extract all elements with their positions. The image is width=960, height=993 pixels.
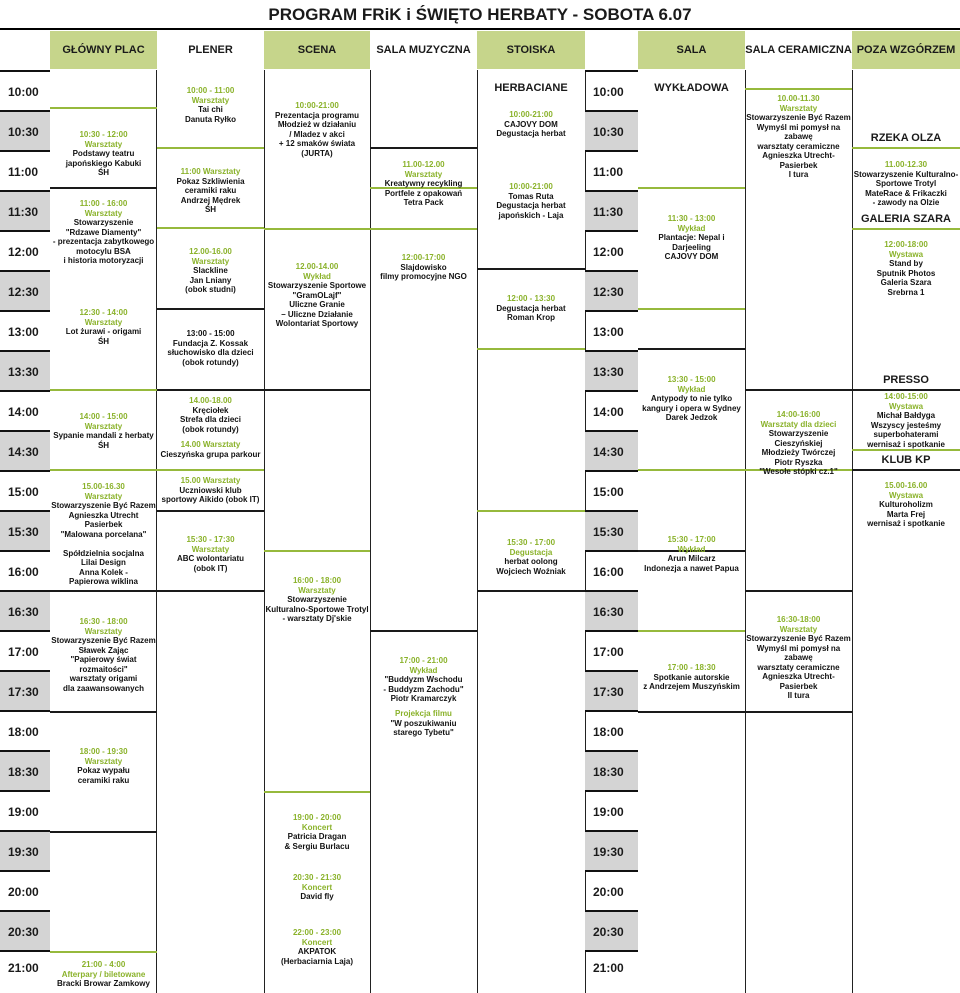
event-separator [638, 630, 745, 632]
event-block [638, 375, 745, 423]
event-description: Tomas Ruta Degustacja herbat japońskich - Laja [496, 191, 566, 220]
event-time: 14.00-18.00 [189, 396, 232, 405]
event-time: 12:00-18:00 Wystawa [884, 240, 928, 259]
time-label: 12:30 [0, 270, 50, 310]
column-header-sala-wykladowa: SALA WYKŁADOWA [638, 31, 745, 69]
event-description: Sypanie mandali z herbaty ŚH [53, 431, 154, 450]
event-description: Lot żurawi - origami ŚH [65, 327, 142, 346]
time-label: 19:30 [585, 830, 638, 870]
event-separator [264, 550, 370, 552]
event-description: Michał Bałdyga Wszyscy jesteśmy superbohaterami wernisaż i spotkanie [867, 411, 945, 449]
event-separator [370, 630, 477, 632]
event-separator [852, 449, 960, 451]
time-label: 17:30 [585, 670, 638, 710]
event-time: 11.00-12.30 [884, 160, 928, 169]
event-description: Spotkanie autorskie z Andrzejem Muszyńskim [643, 672, 740, 691]
event-description: Stowarzyszenie Cieszyńskiej Młodzieży Twórczej Piotr Ryszka "Wesołe stópki cz.1" [759, 429, 838, 476]
event-description: Antypody to nie tylko kangury i opera w Sydney Darek Jedzok [642, 394, 741, 422]
column-header-sala-ceramiczna: SALA CERAMICZNA [745, 44, 852, 56]
location-heading: GALERIA SZARA [860, 213, 952, 225]
event-separator [745, 711, 852, 713]
event-description: Slackline Jan Lniany (obok studni) [185, 266, 236, 294]
event-description: Uczniowski klub sportowy Aikido (obok IT) [161, 485, 260, 504]
column-divider [852, 70, 853, 993]
column-header-stoiska-herbaciane: STOISKA HERBACIANE [477, 31, 585, 69]
time-label: 13:00 [0, 310, 50, 350]
event-time: Projekcja filmu [395, 709, 452, 718]
event-time: 15.00 Warsztaty [180, 476, 241, 485]
event-description: AKPATOK (Herbaciarnia Laja) [280, 947, 354, 966]
event-time: 10:00-21:00 [509, 182, 553, 191]
event-separator [852, 469, 960, 471]
event-description: Stowarzyszenie Sportowe "GramOLajf" Uliczne Granie – Uliczne Działanie Wolontariat Sportowy [267, 281, 367, 328]
event-block [477, 182, 585, 220]
time-label: 12:30 [585, 270, 638, 310]
time-label: 11:30 [0, 190, 50, 230]
event-time: 15:30 - 17:00 Degustacja [506, 538, 556, 557]
event-block [370, 160, 477, 208]
event-separator [264, 389, 370, 391]
event-block [745, 410, 852, 477]
event-block [264, 576, 370, 624]
event-separator [157, 308, 264, 310]
event-time: 10.00-11.30 Warsztaty [777, 94, 820, 113]
event-description: David fly [300, 892, 334, 901]
event-time: 14:00-15:00 Wystawa [884, 392, 928, 411]
event-separator [477, 510, 585, 512]
time-label: 18:00 [0, 710, 50, 750]
time-label: 14:30 [585, 430, 638, 470]
event-description: Stowarzyszenie Być Razem Agnieszka Utrecht Pasierbek "Malowana porcelana" Spółdzielnia socjalna Lilai Design Anna Kolek - Papierowa wiklina [51, 501, 156, 586]
event-time: 11:30 - 13:00 Wykład [667, 214, 716, 233]
event-block [50, 308, 157, 346]
event-block [50, 960, 157, 989]
time-label: 11:00 [585, 150, 638, 190]
time-label: 16:30 [0, 590, 50, 630]
event-time: 14:00 - 15:00 Warsztaty [79, 412, 128, 431]
event-block [745, 94, 852, 180]
time-label: 15:00 [585, 470, 638, 510]
event-block [157, 476, 264, 505]
event-separator [50, 469, 157, 471]
event-time: 13:30 - 15:00 Wykład [667, 375, 716, 394]
event-block [745, 615, 852, 701]
event-description: Stowarzyszenie "Rdzawe Diamenty" - prezentacja zabytkowego motocylu BSA i historia motoryzacji [52, 218, 155, 265]
event-description: Podstawy teatru japońskiego Kabuki ŚH [65, 149, 142, 177]
time-label: 16:00 [0, 550, 50, 590]
time-label: 19:00 [0, 790, 50, 830]
time-label: 12:00 [585, 230, 638, 270]
event-separator [638, 308, 745, 310]
event-separator [477, 268, 585, 270]
time-label: 10:30 [585, 110, 638, 150]
event-separator [157, 510, 264, 512]
event-time: 10:30 - 12:00 Warsztaty [79, 130, 128, 149]
time-label: 20:30 [0, 910, 50, 950]
event-time: 15:30 - 17:00 Wykład [667, 535, 716, 554]
event-description: Kulturoholizm Marta Frej wernisaż i spotkanie [867, 500, 945, 528]
event-description: Stowarzyszenie Kulturalno-Sportowe Trotyl - warsztaty Dj'skie [265, 595, 369, 623]
event-block [370, 709, 477, 738]
event-separator [370, 147, 477, 149]
event-separator [370, 228, 477, 230]
event-separator [477, 348, 585, 350]
event-time: 15:30 - 17:30 Warsztaty [186, 535, 235, 554]
page-title: PROGRAM FRiK i ŚWIĘTO HERBATY - SOBOTA 6.07 [0, 0, 960, 30]
event-description: Kręciołek Strefa dla dzieci (obok rotundy) [180, 405, 241, 434]
location-heading: KLUB KP [881, 454, 931, 466]
event-block [157, 396, 264, 434]
event-separator [157, 590, 264, 592]
event-block [852, 392, 960, 449]
event-description: Bracki Browar Zamkowy [57, 979, 150, 988]
time-label: 10:00 [0, 70, 50, 110]
time-label: 20:30 [585, 910, 638, 950]
time-label: 16:00 [585, 550, 638, 590]
event-time: 16:00 - 18:00 Warsztaty [292, 576, 342, 595]
event-block [852, 481, 960, 529]
event-block [264, 101, 370, 158]
event-description: Plantacje: Nepal i Darjeeling CAJOVY DOM [658, 233, 725, 261]
event-time: 12:00 - 13:30 [506, 294, 556, 303]
location-heading: PRESSO [883, 374, 929, 386]
event-description: Pokaz Szkliwienia ceramiki raku Andrzej Mędrek ŚH [176, 176, 245, 214]
event-block [157, 535, 264, 573]
time-label: 12:00 [0, 230, 50, 270]
time-label: 19:00 [585, 790, 638, 830]
event-time: 15.00-16.00 Wystawa [884, 481, 928, 500]
event-description: Slajdowisko filmy promocyjne NGO [380, 262, 467, 281]
event-time: 16:30-18:00 Warsztaty [776, 615, 821, 634]
event-description: 13:00 - 15:00 Fundacja Z. Kossak słuchowisko dla dzieci (obok rotundy) [167, 329, 254, 367]
event-time: 16:30 - 18:00 Warsztaty [79, 617, 128, 636]
column-header-scena: SCENA [264, 31, 370, 69]
event-time: 10:00-21:00 [295, 101, 339, 110]
event-block [50, 617, 157, 693]
event-time: 12:00-17:00 [401, 253, 446, 262]
event-separator [264, 228, 370, 230]
event-separator [477, 590, 585, 592]
time-label: 17:00 [0, 630, 50, 670]
event-description: "Buddyzm Wschodu - Buddyzm Zachodu" Piotr Kramarczyk [383, 675, 464, 703]
event-description: Pokaz wypału ceramiki raku [77, 766, 130, 785]
event-block [477, 538, 585, 576]
event-time: 15.00-16.30 Warsztaty [82, 482, 125, 501]
time-label: 15:30 [0, 510, 50, 550]
event-description: Stand by Sputnik Photos Galeria Szara Srebrna 1 [876, 259, 936, 297]
column-header-sala-muzyczna: SALA MUZYCZNA [376, 44, 471, 56]
event-separator [852, 147, 960, 149]
time-column-left [0, 70, 50, 982]
time-label: 21:00 [585, 950, 638, 982]
event-description: Stowarzyszenie Być Razem Sławek Zając "Papierowy świat rozmaitości" warsztaty origami dla zaawansowanych [51, 636, 156, 693]
event-block [157, 86, 264, 124]
time-label: 15:30 [585, 510, 638, 550]
event-block [264, 262, 370, 329]
time-column-right [585, 70, 638, 982]
event-time: 14:00-16:00 Warsztaty dla dzieci [760, 410, 837, 429]
time-label: 19:30 [0, 830, 50, 870]
time-label: 18:30 [0, 750, 50, 790]
time-label: 16:30 [585, 590, 638, 630]
event-separator [745, 590, 852, 592]
time-label: 11:30 [585, 190, 638, 230]
event-separator [852, 389, 960, 391]
time-label: 13:30 [585, 350, 638, 390]
time-label: 14:00 [0, 390, 50, 430]
column-header-glowny-plac: GŁÓWNY PLAC [50, 31, 157, 69]
event-time: 21:00 - 4:00 Afterpary / biletowane [61, 960, 146, 979]
event-block [50, 199, 157, 266]
event-block [50, 130, 157, 178]
event-block [477, 110, 585, 139]
event-description: CAJOVY DOM Degustacja herbat [496, 119, 566, 138]
event-separator [157, 389, 264, 391]
event-description: Stowarzyszenie Kulturalno- Sportowe Trotyl MateRace & Frikaczki - zawody na Olzie [853, 169, 959, 207]
event-block [852, 160, 960, 208]
time-label: 17:30 [0, 670, 50, 710]
column-header-poza-wzgorzem: POZA WZGÓRZEM [852, 31, 960, 69]
time-label: 11:00 [0, 150, 50, 190]
event-block [264, 928, 370, 966]
event-description: Stowarzyszenie Być Razem Wymyśl mi pomysł na zabawę warsztaty ceramiczne Agnieszka Utrecht-Pasierbek II tura [746, 634, 851, 700]
event-separator [638, 187, 745, 189]
event-time: 20:30 - 21:30 Koncert [292, 873, 342, 892]
event-time: 17:00 - 18:30 [667, 663, 716, 672]
time-label: 10:30 [0, 110, 50, 150]
event-block [370, 253, 477, 282]
event-description: "W poszukiwaniu starego Tybetu" [390, 718, 457, 737]
event-time: 12.00-16.00 Warsztaty [189, 247, 232, 266]
event-time: 11.00-12.00 Warsztaty [402, 160, 445, 179]
event-separator [157, 227, 264, 229]
event-block [264, 873, 370, 902]
event-description: Arun Milcarz Indonezja a nawet Papua [644, 554, 739, 573]
event-separator [50, 107, 157, 109]
event-time: 12.00-14.00 Wykład [295, 262, 339, 281]
event-separator [852, 228, 960, 230]
event-description: Degustacja herbat Roman Krop [496, 303, 566, 322]
event-separator [50, 389, 157, 391]
event-block [157, 329, 264, 367]
event-separator [745, 389, 852, 391]
event-block [638, 214, 745, 262]
event-separator [638, 469, 745, 471]
location-heading: RZEKA OLZA [870, 132, 942, 144]
event-separator [50, 590, 157, 592]
event-description: ABC wolontariatu (obok IT) [176, 554, 245, 573]
time-label: 15:00 [0, 470, 50, 510]
column-header-plener: PLENER [188, 44, 233, 56]
event-description: Cieszyńska grupa parkour [160, 449, 261, 459]
event-description: Patricia Dragan & Sergiu Burlacu [284, 832, 350, 851]
event-block [264, 813, 370, 851]
time-label: 14:30 [0, 430, 50, 470]
event-description: herbat oolong Wojciech Woźniak [496, 557, 566, 576]
event-block [477, 294, 585, 323]
event-separator [157, 469, 264, 471]
event-separator [50, 951, 157, 953]
time-label: 20:00 [0, 870, 50, 910]
column-divider [745, 70, 746, 993]
column-divider [264, 70, 265, 993]
event-description: Kreatywny recykling Portfele z opakowań Tetra Pack [384, 179, 463, 207]
event-separator [264, 791, 370, 793]
event-block [157, 167, 264, 215]
event-block [638, 663, 745, 692]
event-time: 18:00 - 19:30 Warsztaty [79, 747, 128, 766]
event-separator [638, 711, 745, 713]
event-time: 19:00 - 20:00 Koncert [292, 813, 342, 832]
event-time: 17:00 - 21:00 Wykład [399, 656, 448, 675]
event-description: Tai chi Danuta Ryłko [184, 105, 237, 124]
time-label: 21:00 [0, 950, 50, 982]
event-time: 10:00 - 11:00 Warsztaty [186, 86, 235, 105]
event-time: 14.00 Warsztaty [180, 440, 241, 449]
event-block [50, 482, 157, 587]
event-separator [638, 348, 745, 350]
time-label: 13:00 [585, 310, 638, 350]
event-description: Stowarzyszenie Być Razem Wymyśl mi pomysł na zabawę warsztaty ceramiczne Agnieszka Utrecht-Pasierbek I tura [746, 113, 851, 179]
event-block [852, 240, 960, 297]
event-block [157, 247, 264, 295]
time-label: 14:00 [585, 390, 638, 430]
time-label: 13:30 [0, 350, 50, 390]
event-description: Prezentacja programu Młodzież w działaniu / Mladez v akci + 12 smaków świata (JURTA) [274, 110, 360, 158]
event-block [50, 747, 157, 785]
event-block [370, 656, 477, 704]
time-label: 17:00 [585, 630, 638, 670]
time-label: 18:30 [585, 750, 638, 790]
event-separator [50, 831, 157, 833]
event-separator [50, 187, 157, 189]
event-block [50, 412, 157, 450]
event-separator [157, 147, 264, 149]
column-divider [370, 70, 371, 993]
time-label: 20:00 [585, 870, 638, 910]
event-time: 11:00 - 16:00 Warsztaty [79, 199, 128, 218]
event-time: 11:00 Warsztaty [180, 167, 241, 176]
time-label: 10:00 [585, 70, 638, 110]
event-time: 10:00-21:00 [509, 110, 553, 119]
event-separator [50, 711, 157, 713]
event-time: 22:00 - 23:00 Koncert [292, 928, 342, 947]
event-separator [745, 88, 852, 90]
event-block [157, 440, 264, 459]
time-label: 18:00 [585, 710, 638, 750]
event-time: 12:30 - 14:00 Warsztaty [79, 308, 128, 327]
event-block [638, 535, 745, 573]
